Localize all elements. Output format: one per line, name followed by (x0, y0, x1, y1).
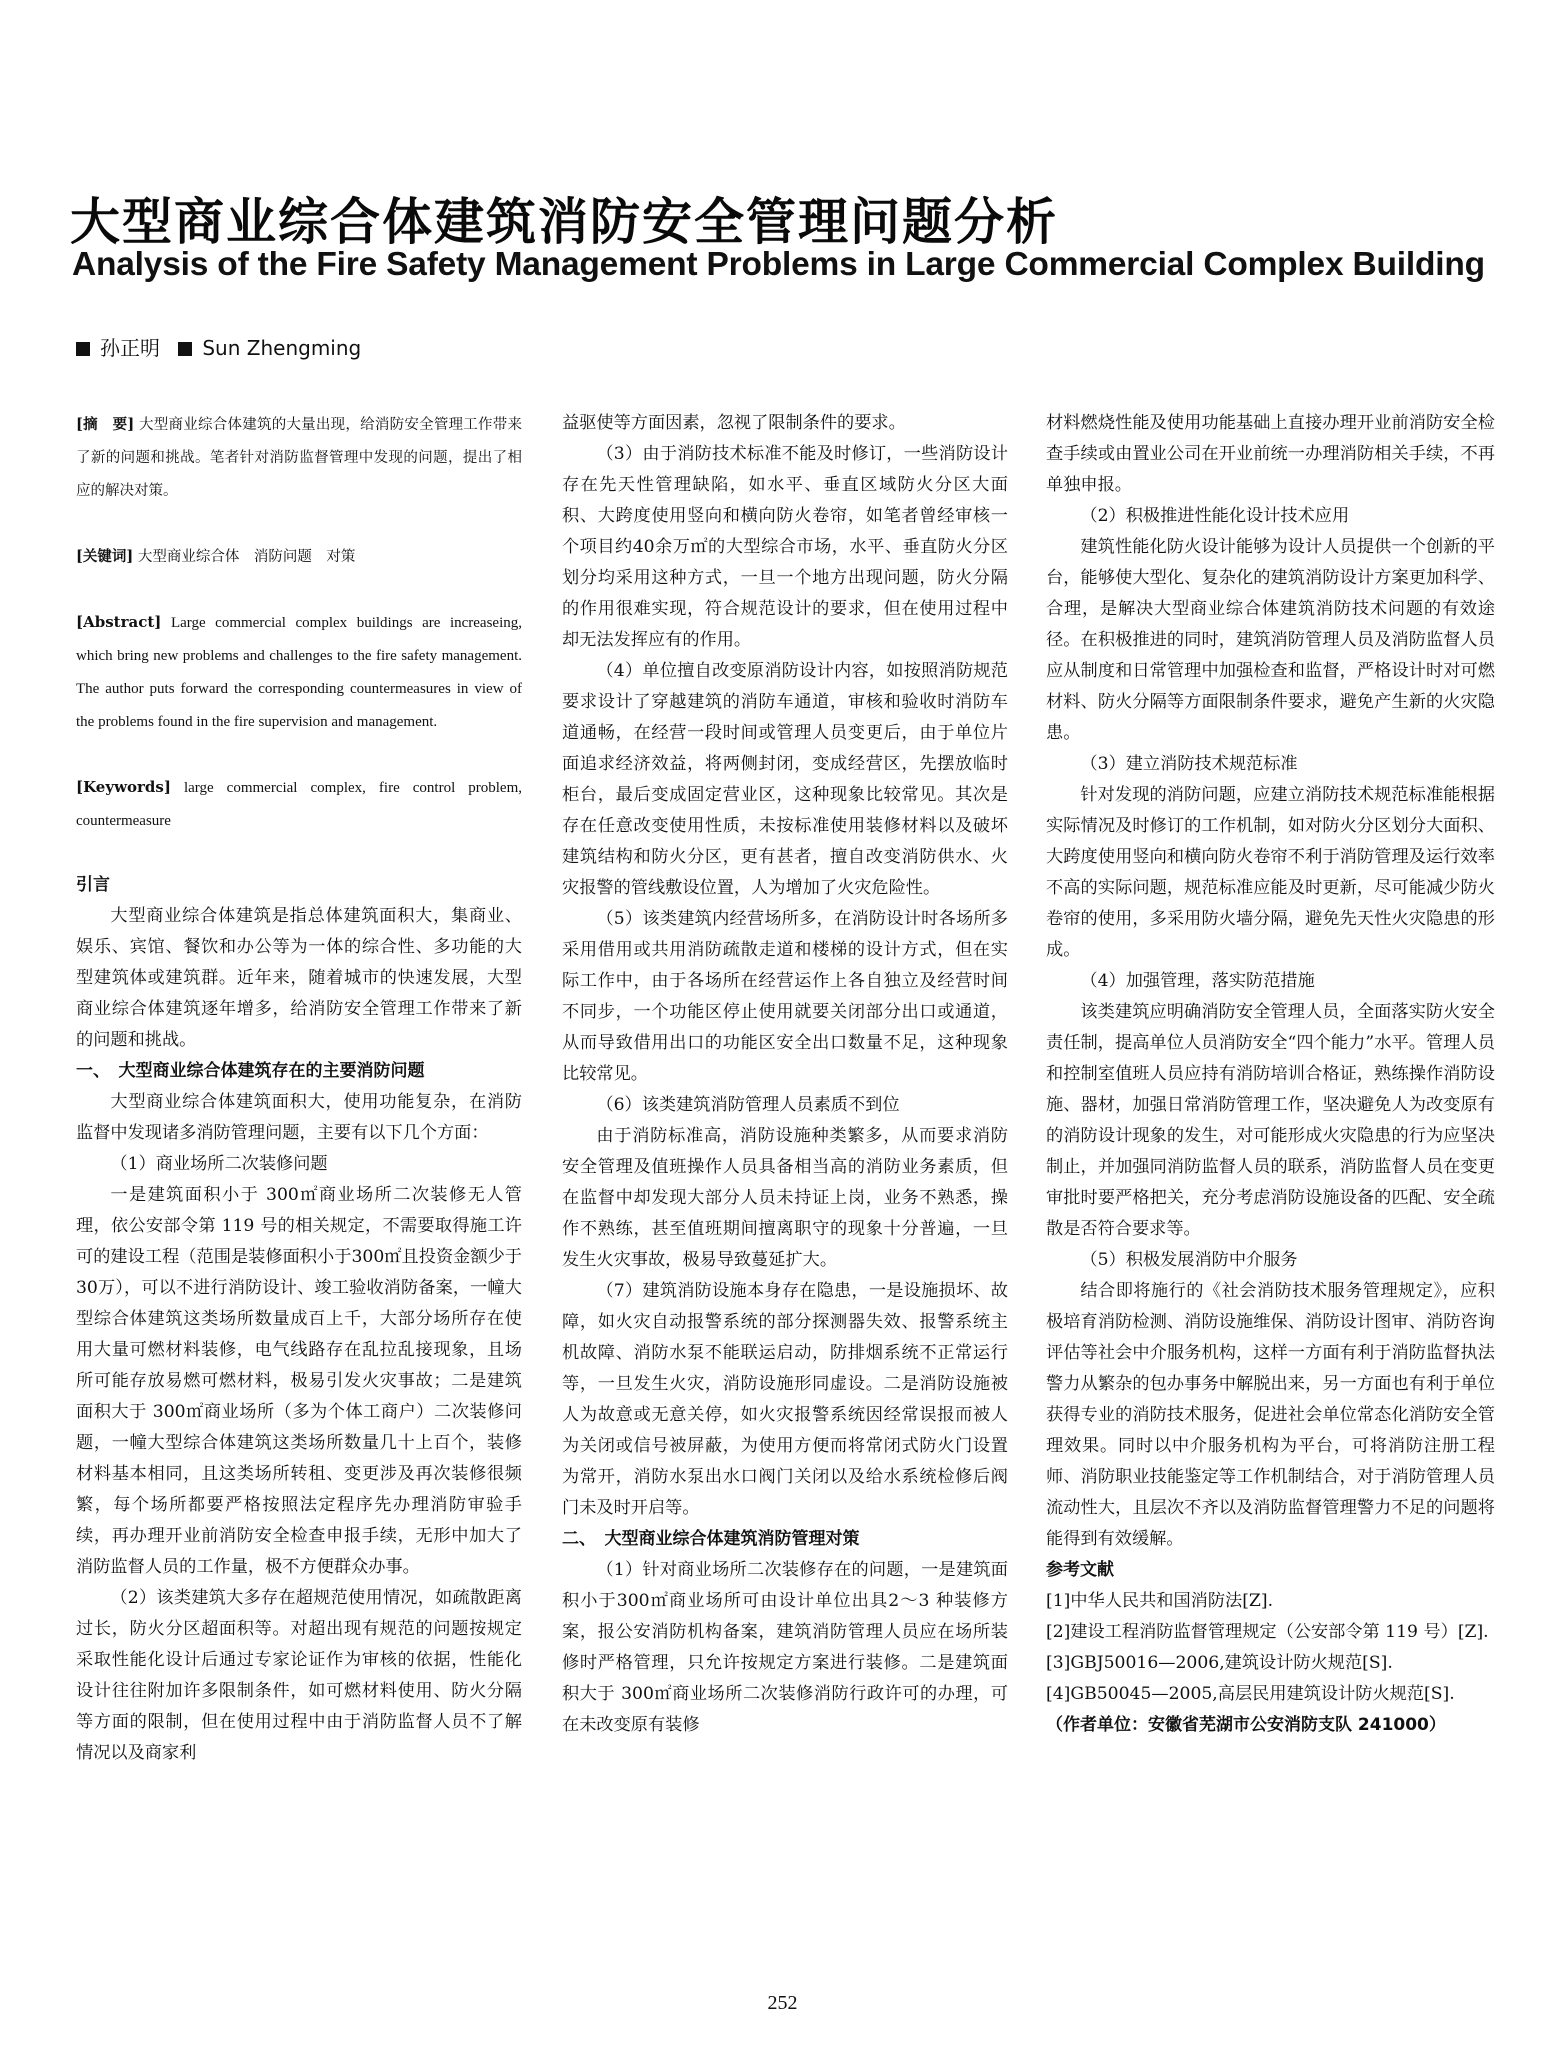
author-line (76, 332, 373, 361)
measure-3-heading: （3）建立消防技术规范标准 (1080, 754, 1298, 774)
column-1 (76, 408, 522, 1769)
problem-2-continued: 益驱使等方面因素，忽视了限制条件的要求。 (562, 413, 906, 433)
keywords-text-en: large commercial complex, fire control problem, countermeasure (76, 780, 523, 829)
problem-1-paragraph: 一是建筑面积小于 300㎡商业场所二次装修无人管理，依公安部令第 119 号的相关规定，不需要取得施工许可的建设工程（范围是装修面积小于300㎡且投资金额少于30万），可以不进行消防设计、竣工验收消防备案，一幢大型综合体建筑这类场所数量成百上千，大部分场所存在使用大量可燃材料装修，电气线路存在乱拉乱接现象，且场所可能存放易燃可燃材料，极易引发火灾事故；二是建筑面积大于 300㎡商业场所（多为个体工商户）二次装修问题，一幢大型综合体建筑这类场所数量几十上百个，装修材料基本相同，且这类场所转租、变更涉及再次装修很频繁，每个场所都要严格按照法定程序先办理消防审验手续，再办理开业前消防安全检查申报手续，无形中加大了消防监督人员的工作量，极不方便群众办事。 (76, 1185, 522, 1577)
article-title-zh: 大型商业综合体建筑消防安全管理问题分析 (70, 193, 1058, 251)
measure-5-heading: （5）积极发展消防中介服务 (1080, 1250, 1298, 1270)
abstract-text-en: Large commercial complex buildings are increaseing, which bring new problems and challenges to the fire safety management. The author puts forward the corresponding countermeasures in view of the problems found in the fire supervision and management. (76, 615, 522, 730)
problem-6-paragraph: 由于消防标准高，消防设施种类繁多，从而要求消防安全管理及值班操作人员具备相当高的消防业务素质，但在监督中却发现大部分人员未持证上岗，业务不熟悉，操作不熟练，甚至值班期间擅离职守的现象十分普遍，一旦发生火灾事故，极易导致蔓延扩大。 (562, 1126, 1008, 1270)
measure-4-paragraph: 该类建筑应明确消防安全管理人员，全面落实防火安全责任制，提高单位人员消防安全“四个能力”水平。管理人员和控制室值班人员应持有消防培训合格证，熟练操作消防设施、器材，加强日常消防管理工作，坚决避免人为改变原有的消防设计现象的发生，对可能形成火灾隐患的行为应坚决制止，并加强同消防监督人员的联系，消防监督人员在变更审批时要严格把关，充分考虑消防设施设备的匹配、安全疏散是否符合要求等。 (1046, 1002, 1495, 1239)
abstract-text-zh: 大型商业综合体建筑的大量出现，给消防安全管理工作带来了新的问题和挑战。笔者针对消防监督管理中发现的问题，提出了相应的解决对策。 (76, 417, 523, 499)
problem-6-heading: （6）该类建筑消防管理人员素质不到位 (596, 1095, 900, 1115)
keywords-label-zh: [关键词] (76, 548, 134, 565)
measure-5-paragraph: 结合即将施行的《社会消防技术服务管理规定》，应积极培育消防检测、消防设施维保、消防设计图审、消防咨询评估等社会中介服务机构，这样一方面有利于消防监督执法警力从繁杂的包办事务中解脱出来，另一方面也有利于单位获得专业的消防技术服务，促进社会单位常态化消防安全管理效果。同时以中介服务机构为平台，可将消防注册工程师、消防职业技能鉴定等工作机制结合，对于消防管理人员流动性大，且层次不齐以及消防监督管理警力不足的问题将能得到有效缓解。 (1046, 1281, 1495, 1549)
keywords-zh (76, 540, 522, 574)
keywords-text-zh: 大型商业综合体 消防问题 对策 (137, 549, 356, 565)
author-affiliation: （作者单位：安徽省芜湖市公安消防支队 241000） (1046, 1715, 1446, 1735)
problem-3-paragraph: （3）由于消防技术标准不能及时修订，一些消防设计存在先天性管理缺陷，如水平、垂直区域防火分区大面积、大跨度使用竖向和横向防火卷帘，如笔者曾经审核一个项目约40余万㎡的大型综合市场，水平、垂直防火分区划分均采用这种方式，一旦一个地方出现问题，防火分隔的作用很难实现，符合规范设计的要求，但在使用过程中却无法发挥应有的作用。 (562, 444, 1008, 650)
measure-1-paragraph: （1）针对商业场所二次装修存在的问题，一是建筑面积小于300㎡商业场所可由设计单位出具2～3 种装修方案，报公安消防机构备案，建筑消防管理人员应在场所装修时严格管理，只允许按规定方案进行装修。二是建筑面积大于 300㎡商业场所二次装修消防行政许可的办理，可在未改变原有装修 (562, 1560, 1008, 1735)
section-2-heading: 二、 大型商业综合体建筑消防管理对策 (562, 1529, 860, 1549)
keywords-en (76, 771, 522, 838)
measure-3-paragraph: 针对发现的消防问题，应建立消防技术规范标准能根据实际情况及时修订的工作机制，如对防火分区划分大面积、大跨度使用竖向和横向防火卷帘不利于消防管理及运行效率不高的实际问题，规范标准应能及时更新，尽可能减少防火卷帘的使用，多采用防火墙分隔，避免先天性火灾隐患的形成。 (1046, 785, 1495, 960)
intro-paragraph: 大型商业综合体建筑是指总体建筑面积大，集商业、娱乐、宾馆、餐饮和办公等为一体的综合性、多功能的大型建筑体或建筑群。近年来，随着城市的快速发展，大型商业综合体建筑逐年增多，给消防安全管理工作带来了新的问题和挑战。 (76, 906, 522, 1050)
section-1-intro: 大型商业综合体建筑面积大，使用功能复杂，在消防监督中发现诸多消防管理问题，主要有以下几个方面： (76, 1092, 522, 1143)
abstract-label-en: [Abstract] (76, 613, 162, 631)
abstract-label-zh: [摘 要] (76, 416, 135, 433)
problem-1-heading: （1）商业场所二次装修问题 (110, 1154, 328, 1174)
problem-4-paragraph: （4）单位擅自改变原消防设计内容，如按照消防规范要求设计了穿越建筑的消防车通道，审核和验收时消防车道通畅，在经营一段时间或管理人员变更后，由于单位片面追求经济效益，将两侧封闭，变成经营区，先摆放临时柜台，最后变成固定营业区，这种现象比较常见。其次是存在任意改变使用性质，未按标准使用装修材料以及破坏建筑结构和防火分区，更有甚者，擅自改变消防供水、火灾报警的管线敷设位置，人为增加了火灾危险性。 (562, 661, 1008, 898)
square-bullet-icon (76, 342, 90, 356)
measure-1-continued: 材料燃烧性能及使用功能基础上直接办理开业前消防安全检查手续或由置业公司在开业前统一办理消防相关手续，不再单独申报。 (1046, 413, 1495, 495)
problem-5-paragraph: （5）该类建筑内经营场所多，在消防设计时各场所多采用借用或共用消防疏散走道和楼梯的设计方式，但在实际工作中，由于各场所在经营运作上各自独立及经营时间不同步，一个功能区停止使用就要关闭部分出口或通道，从而导致借用出口的功能区安全出口数量不足，这种现象比较常见。 (562, 909, 1008, 1084)
column-2 (562, 408, 1008, 1741)
reference-item: [2]建设工程消防监督管理规定（公安部令第 119 号）[Z]. (1046, 1622, 1489, 1642)
references-heading: 参考文献 (1046, 1560, 1114, 1580)
article-title-en: Analysis of the Fire Safety Management Problems in Large Commercial Complex Building (72, 246, 1485, 283)
page-number: 252 (767, 1992, 798, 2014)
measure-2-heading: （2）积极推进性能化设计技术应用 (1080, 506, 1350, 526)
reference-item: [3]GBJ50016—2006,建筑设计防火规范[S]. (1046, 1653, 1393, 1673)
keywords-label-en: [Keywords] (76, 778, 171, 796)
problem-7-paragraph: （7）建筑消防设施本身存在隐患，一是设施损坏、故障，如火灾自动报警系统的部分探测器失效、报警系统主机故障、消防水泵不能联运启动，防排烟系统不正常运行等，一旦发生火灾，消防设施形同虚设。二是消防设施被人为故意或无意关停，如火灾报警系统因经常误报而被人为关闭或信号被屏蔽，为使用方便而将常闭式防火门设置为常开，消防水泵出水口阀门关闭以及给水系统检修后阀门未及时开启等。 (562, 1281, 1008, 1518)
column-3 (1046, 408, 1495, 1741)
measure-4-heading: （4）加强管理，落实防范措施 (1080, 971, 1315, 991)
measure-2-paragraph: 建筑性能化防火设计能够为设计人员提供一个创新的平台，能够使大型化、复杂化的建筑消防设计方案更加科学、合理，是解决大型商业综合体建筑消防技术问题的有效途径。在积极推进的同时，建筑消防管理人员及消防监督人员应从制度和日常管理中加强检查和监督，严格设计时对可燃材料、防火分隔等方面限制条件要求，避免产生新的火灾隐患。 (1046, 537, 1495, 743)
intro-heading: 引言 (76, 875, 110, 895)
reference-item: [1]中华人民共和国消防法[Z]. (1046, 1591, 1274, 1611)
reference-item: [4]GB50045—2005,高层民用建筑设计防火规范[S]. (1046, 1684, 1455, 1704)
problem-2-paragraph: （2）该类建筑大多存在超规范使用情况，如疏散距离过长，防火分区超面积等。对超出现有规范的问题按规定采取性能化设计后通过专家论证作为审核的依据，性能化设计往往附加许多限制条件，如可燃材料使用、防火分隔等方面的限制，但在使用过程中由于消防监督人员不了解情况以及商家利 (76, 1588, 522, 1763)
author-name-en: Sun Zhengming (202, 336, 362, 360)
square-bullet-icon (178, 342, 192, 356)
abstract-zh (76, 408, 522, 508)
section-1-heading: 一、 大型商业综合体建筑存在的主要消防问题 (76, 1061, 425, 1081)
abstract-en (76, 606, 522, 739)
author-name-zh: 孙正明 (100, 336, 160, 360)
